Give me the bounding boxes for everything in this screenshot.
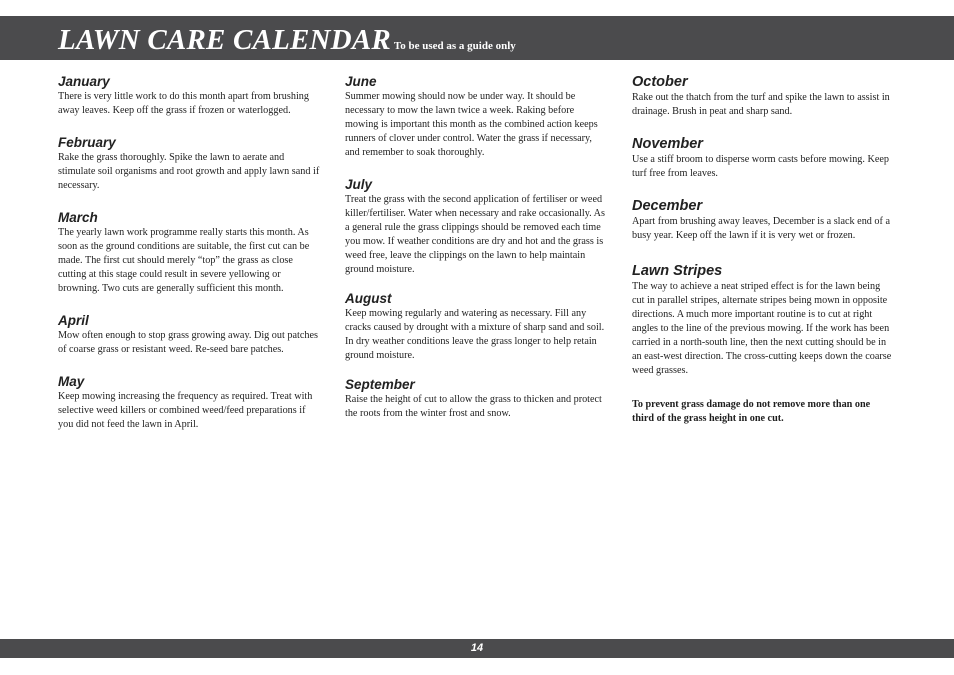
section-august (345, 291, 607, 363)
section-september (345, 377, 607, 421)
section-body: Mow often enough to stop grass growing away. Dig out patches of coarse grass or resistant weed. Re-seed bare patches. (58, 330, 318, 355)
section-november (632, 136, 894, 181)
page-number: 14 (470, 642, 484, 654)
section-heading: September (345, 377, 415, 392)
section-body: Use a stiff broom to disperse worm casts before mowing. Keep turf free from leaves. (632, 154, 889, 179)
section-body: Treat the grass with the second application of fertiliser or weed killer/fertiliser. Water when necessary and rake occasionally. As a general rule the grass clippings should be removed each time you mow. If weather conditions are dry and hot and the grass is weed free, leave the clippings on the lawn to help maintain ground moisture. (345, 194, 605, 275)
column-right (632, 74, 894, 426)
grass-height-note: To prevent grass damage do not remove more than one third of the grass height in one cut. (632, 399, 871, 424)
section-heading: August (345, 291, 392, 306)
section-body: The way to achieve a neat striped effect is for the lawn being cut in parallel stripes, alternate stripes being mown in opposite directions. A much more important routine is to cut at right angles to the line of the previous mowing. If the work has been carried in a north-south line, then the next cutting should be in an east-west direction. The cross-cutting keeps down the coarse weed grasses. (632, 281, 892, 376)
section-body: There is very little work to do this month apart from brushing away leaves. Keep off the grass if frozen or waterlogged. (58, 91, 309, 116)
section-heading: June (345, 74, 377, 89)
section-heading: March (58, 210, 98, 225)
section-april (58, 313, 320, 357)
section-body: Rake out the thatch from the turf and spike the lawn to assist in drainage. Brush in peat and sharp sand. (632, 92, 890, 117)
section-body: Keep mowing increasing the frequency as required. Treat with selective weed killers or combined weed/feed preparations if you did not feed the lawn in April. (58, 391, 313, 430)
section-may (58, 374, 320, 432)
section-heading: May (58, 374, 85, 389)
footer-bar (0, 639, 954, 658)
section-body: Raise the height of cut to allow the grass to thicken and protect the roots from the winter frost and snow. (345, 394, 602, 419)
section-heading: February (58, 135, 116, 150)
section-heading: April (58, 313, 89, 328)
column-middle (345, 74, 607, 421)
section-heading: November (632, 136, 703, 152)
title-subtitle: To be used as a guide only (393, 40, 516, 52)
column-left (58, 74, 320, 432)
section-march (58, 210, 320, 296)
section-body: Rake the grass thoroughly. Spike the lawn to aerate and stimulate soil organisms and root growth and apply lawn sand if necessary. (58, 152, 320, 191)
section-body: The yearly lawn work programme really starts this month. As soon as the ground conditions are suitable, the first cut can be made. The first cut should merely “top” the grass as close cutting at this stage could result in severe yellowing or browning. Two cuts are generally sufficient this month. (58, 227, 310, 294)
page-title (58, 20, 516, 64)
section-december (632, 198, 894, 243)
section-heading: October (632, 74, 688, 90)
section-lawn-stripes (632, 263, 894, 378)
section-heading: July (345, 177, 373, 192)
section-october (632, 74, 894, 119)
section-january (58, 74, 320, 118)
section-heading: Lawn Stripes (632, 263, 723, 279)
section-body: Apart from brushing away leaves, December is a slack end of a busy year. Keep off the lawn if it is very wet or frozen. (632, 216, 890, 241)
section-heading: January (58, 74, 110, 89)
section-june (345, 74, 607, 160)
section-july (345, 177, 607, 277)
section-heading: December (632, 198, 703, 214)
section-body: Keep mowing regularly and watering as necessary. Fill any cracks caused by drought with a mixture of sharp sand and soil. In dry weather conditions leave the grass longer to help retain ground moisture. (345, 308, 605, 361)
section-february (58, 135, 320, 193)
title-text: LAWN CARE CALENDAR (58, 24, 391, 56)
section-body: Summer mowing should now be under way. It should be necessary to mow the lawn twice a week. Raking before mowing is important this month as the combined action keeps runners of clover under control. Water the grass if necessary, and remember to soak thoroughly. (345, 91, 598, 158)
